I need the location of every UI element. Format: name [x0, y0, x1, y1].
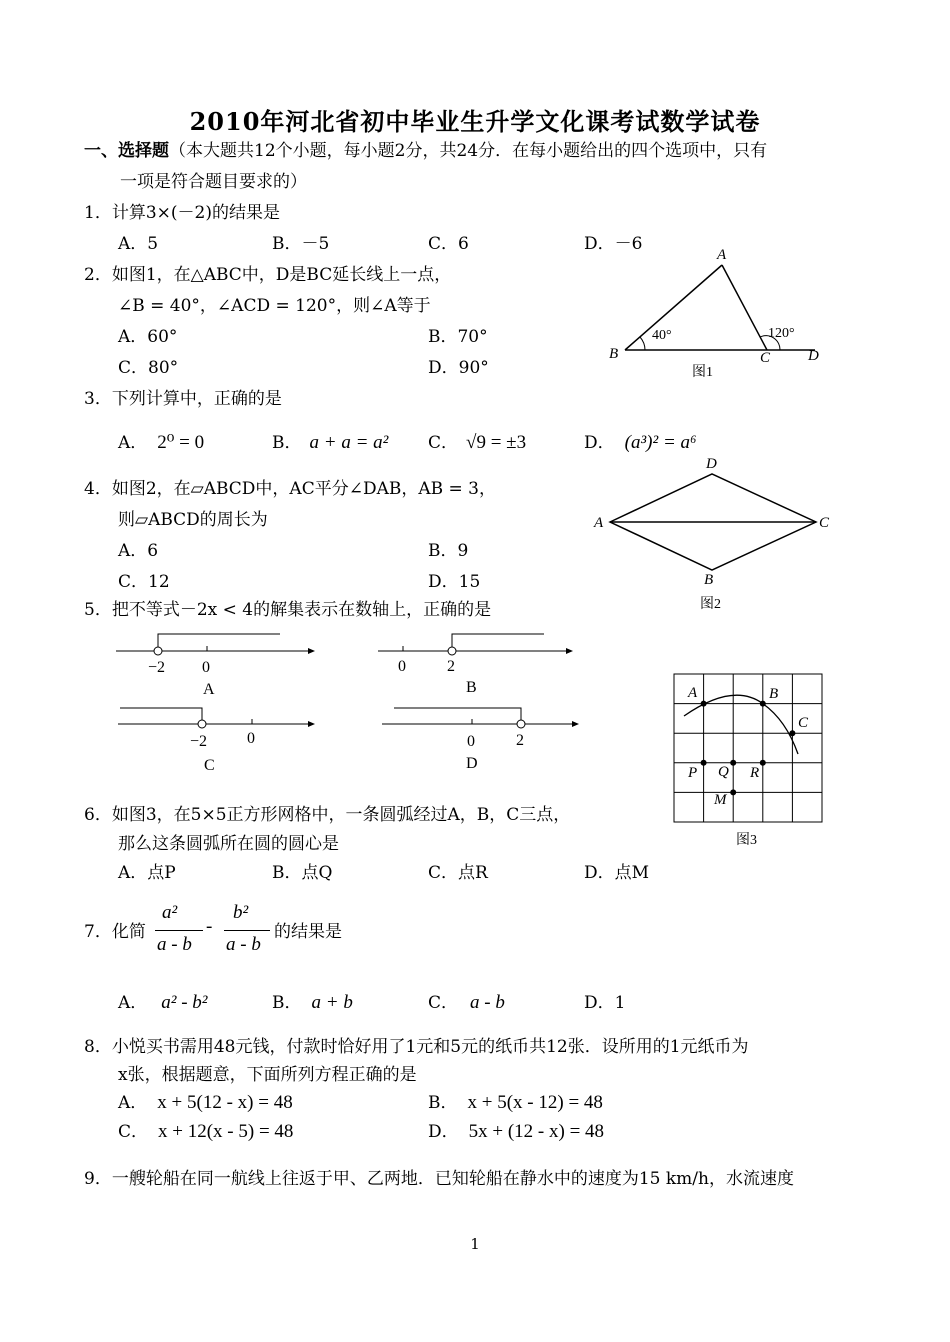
- q5-stem: 5．把不等式－2x < 4的解集表示在数轴上，正确的是: [84, 600, 492, 620]
- q8-c-expr: x + 12(x - 5) = 48: [158, 1121, 294, 1142]
- fig3-label-b: B: [769, 686, 779, 702]
- q4-stem-2: 则▱ABCD的周长为: [118, 510, 268, 530]
- q8-option-b: [428, 1088, 603, 1114]
- figure-3-grid: [668, 668, 833, 853]
- fig1-angle-b: 40°: [652, 328, 672, 343]
- numline-c-right: 0: [247, 730, 255, 747]
- q3-a-expr: 2⁰ = 0: [157, 432, 205, 453]
- q6-stem-2: 那么这条圆弧所在圆的圆心是: [118, 834, 339, 854]
- figure-2-parallelogram: [588, 452, 838, 617]
- numline-a-right: 0: [202, 659, 210, 676]
- fig1-label-b: B: [609, 346, 619, 362]
- fig3-label-a: A: [688, 685, 698, 701]
- q7-a-label: A．: [118, 993, 148, 1013]
- q8-b-expr: x + 5(x - 12) = 48: [467, 1092, 603, 1113]
- section-desc: （本大题共12个小题，每小题2分，共24分．在每小题给出的四个选项中，只有: [169, 141, 768, 161]
- numline-a: [110, 628, 320, 698]
- numline-a-left: −2: [148, 659, 166, 676]
- q6-option-b: B．点Q: [272, 863, 333, 883]
- q2-stem-2: ∠B = 40°，∠ACD = 120°，则∠A等于: [118, 296, 431, 316]
- q3-c-label: C．: [428, 433, 459, 453]
- q6-option-c: C．点R: [428, 863, 488, 883]
- q3-option-d: [584, 428, 697, 454]
- numline-b-label: B: [466, 679, 477, 696]
- q7-den-1: a - b: [157, 934, 192, 955]
- q4-option-c: C．12: [118, 572, 170, 592]
- q9-stem: 9．一艘轮船在同一航线上往返于甲、乙两地．已知轮船在静水中的速度为15 km/h，水流速度: [84, 1169, 794, 1189]
- q3-stem: 3．下列计算中，正确的是: [84, 389, 282, 409]
- fig1-label-a: A: [717, 247, 727, 263]
- q7-prefix: 7．化简: [84, 922, 146, 942]
- q2-stem-1: 2．如图1，在△ABC中，D是BC延长线上一点，: [84, 265, 452, 285]
- section-desc-2: 一项是符合题目要求的）: [120, 172, 307, 192]
- q7-option-b: [272, 988, 353, 1014]
- q8-option-a: [118, 1088, 293, 1114]
- fig2-label-b: B: [704, 572, 714, 588]
- q2-option-a: A．60°: [118, 327, 178, 347]
- q2-option-c: C．80°: [118, 358, 179, 378]
- q8-a-expr: x + 5(12 - x) = 48: [157, 1092, 293, 1113]
- q7-c-label: C．: [428, 993, 459, 1013]
- q3-option-b: [272, 428, 388, 454]
- q8-d-label: D．: [428, 1122, 459, 1142]
- fig1-angle-c: 120°: [768, 326, 795, 341]
- q3-d-label: D．: [584, 433, 615, 453]
- q3-b-label: B．: [272, 433, 302, 453]
- q3-option-c: [428, 428, 526, 454]
- q8-option-c: [118, 1117, 293, 1143]
- fig2-label-d: D: [706, 456, 717, 472]
- q4-option-a: A．6: [118, 541, 159, 561]
- page-title: 2010年河北省初中毕业生升学文化课考试数学试卷: [189, 107, 761, 136]
- q8-option-d: [428, 1117, 604, 1143]
- q3-b-expr: a + a = a²: [309, 432, 389, 453]
- fig3-caption: 图3: [736, 833, 757, 848]
- q2-option-d: D．90°: [428, 358, 489, 378]
- q7-a-expr: a² - b²: [161, 992, 208, 1013]
- q7-c-expr: a - b: [470, 992, 505, 1013]
- q1-option-a: A．5: [118, 234, 159, 254]
- q7-b-label: B．: [272, 993, 302, 1013]
- q8-a-label: A．: [118, 1093, 148, 1113]
- q7-minus: -: [206, 916, 213, 937]
- fig1-label-c: C: [760, 350, 771, 366]
- q3-option-a: [118, 428, 204, 454]
- q3-a-label: A．: [118, 433, 148, 453]
- fig1-caption: 图1: [692, 365, 713, 380]
- q6-option-a: A．点P: [118, 863, 176, 883]
- q1-option-c: C．6: [428, 234, 469, 254]
- q8-stem-1: 8．小悦买书需用48元钱，付款时恰好用了1元和5元的纸币共12张．设所用的1元纸币为: [84, 1037, 749, 1057]
- q7-frac-bar-2: [224, 930, 270, 931]
- numline-d-left: 0: [467, 733, 475, 750]
- numline-c-label: C: [204, 757, 215, 774]
- numline-b: [372, 625, 582, 697]
- q8-b-label: B．: [428, 1093, 458, 1113]
- q7-frac-bar-1: [155, 930, 203, 931]
- numline-d-label: D: [466, 755, 478, 772]
- numline-c-left: −2: [190, 733, 208, 750]
- q4-stem-1: 4．如图2，在▱ABCD中，AC平分∠DAB，AB = 3，: [84, 479, 496, 499]
- fig3-label-p: P: [688, 765, 698, 781]
- numline-b-right: 2: [447, 658, 455, 675]
- section-label: 一、选择题: [84, 141, 169, 161]
- q4-option-b: B．9: [428, 541, 469, 561]
- numline-c: [110, 700, 320, 778]
- q7-b-expr: a + b: [311, 992, 353, 1013]
- q4-option-d: D．15: [428, 572, 481, 592]
- q7-option-a: [118, 988, 208, 1014]
- fig1-label-d: D: [808, 348, 819, 364]
- figure-1-triangle: [600, 240, 830, 385]
- fig2-caption: 图2: [700, 597, 721, 612]
- q7-suffix: 的结果是: [274, 922, 342, 942]
- q2-option-b: B．70°: [428, 327, 488, 347]
- q8-c-label: C．: [118, 1122, 149, 1142]
- numline-d-right: 2: [516, 732, 524, 749]
- q7-option-c: [428, 988, 505, 1014]
- section-header: [84, 136, 767, 161]
- fig2-label-a: A: [594, 515, 604, 531]
- q7-den-2: a - b: [226, 934, 261, 955]
- page-number: 1: [470, 1235, 480, 1253]
- q6-option-d: D．点M: [584, 863, 650, 883]
- q7-num-2: b²: [233, 902, 249, 923]
- q7-option-d: D．1: [584, 993, 626, 1013]
- q1-stem: 1．计算3×(－2)的结果是: [84, 203, 280, 223]
- fig2-label-c: C: [819, 515, 830, 531]
- q1-option-b: B．－5: [272, 234, 330, 254]
- numline-a-label: A: [203, 681, 215, 698]
- q8-d-expr: 5x + (12 - x) = 48: [468, 1121, 605, 1142]
- fig3-label-m: M: [714, 792, 727, 808]
- q3-c-expr: √9 = ±3: [466, 432, 527, 453]
- q1-option-d: D．－6: [584, 234, 643, 254]
- q6-stem-1: 6．如图3，在5×5正方形网格中，一条圆弧经过A，B，C三点，: [84, 805, 571, 825]
- fig3-label-q: Q: [718, 764, 729, 780]
- q7-num-1: a²: [162, 902, 178, 923]
- numline-b-left: 0: [398, 658, 406, 675]
- fig3-label-r: R: [750, 765, 760, 781]
- q8-stem-2: x张，根据题意，下面所列方程正确的是: [118, 1065, 417, 1085]
- q3-d-expr: (a³)² = a⁶: [624, 432, 697, 453]
- numline-d: [376, 700, 586, 778]
- fig3-label-c: C: [798, 715, 809, 731]
